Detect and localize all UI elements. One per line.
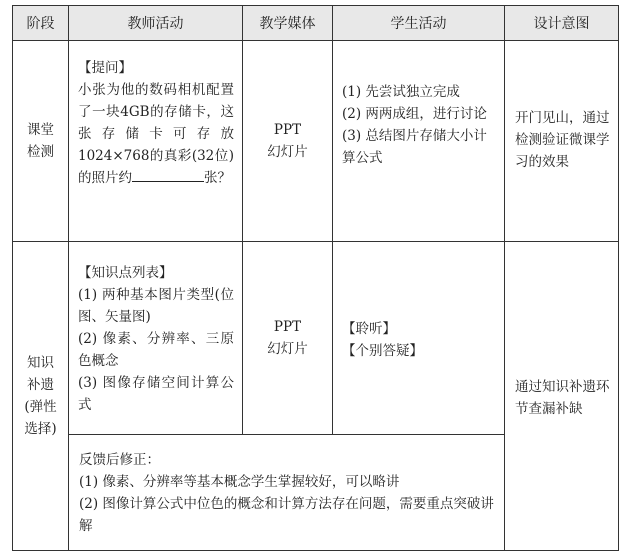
row1-student: [332, 40, 505, 242]
header-media: 教学媒体: [242, 5, 333, 41]
row2-teacher-item: (1) 两种基本图片类型(位图、矢量图): [78, 287, 234, 325]
row2-stage: [12, 241, 69, 551]
row2-design-text: 通过知识补遗环节查漏补缺: [515, 379, 610, 417]
header-stage: 阶段: [12, 5, 69, 41]
row2-teacher: [68, 241, 243, 435]
row1-stage-line: 课堂: [27, 122, 54, 138]
row2-teacher-item: (3) 图像存储空间计算公式: [78, 375, 234, 413]
row2-stage-line: 选择): [24, 421, 57, 437]
header-design: 设计意图: [504, 5, 619, 41]
row2-feedback-item: (2) 图像计算公式中位色的概念和计算方法存在问题，需要重点突破讲解: [79, 496, 494, 534]
row1-design: [504, 40, 619, 242]
row1-teacher-text-a: 小张为他的数码相机配置了一块4GB的存储卡，这张存储卡可存放1024×768的真彩(32位)的照片约: [78, 82, 234, 186]
row2-feedback-item: (1) 像素、分辨率等基本概念学生掌握较好，可以略讲: [79, 474, 400, 490]
row1-teacher: [68, 40, 243, 242]
row2-design: [504, 241, 619, 551]
row1-media-line: 幻灯片: [267, 144, 308, 160]
row2-media-line: 幻灯片: [267, 341, 308, 357]
row1-teacher-title: 【提问】: [78, 60, 132, 76]
row2-stage-line: (弹性: [24, 399, 57, 415]
row2-feedback-title: 反馈后修正：: [79, 452, 160, 468]
row1-media-line: PPT: [273, 122, 302, 138]
row1-design-text: 开门见山，通过检测验证微课学习的效果: [515, 110, 610, 170]
row2-teacher-item: (2) 像素、分辨率、三原色概念: [78, 331, 234, 369]
header-teacher: 教师活动: [68, 5, 243, 41]
row1-student-item: (2) 两两成组，进行讨论: [342, 106, 487, 122]
row2-media-line: PPT: [273, 319, 302, 335]
row2-stage-line: 知识: [27, 355, 54, 371]
row1-student-item: (3) 总结图片存储大小计算公式: [342, 128, 487, 166]
row2-stage-line: 补遗: [27, 377, 54, 393]
row1-teacher-text-b: 张？: [204, 170, 231, 186]
header-student: 学生活动: [332, 5, 505, 41]
row2-student-item: 【个别答疑】: [342, 343, 423, 359]
row2-teacher-title: 【知识点列表】: [78, 265, 173, 281]
row1-stage-line: 检测: [27, 144, 54, 160]
row2-feedback: [68, 434, 505, 551]
row2-student: [332, 241, 505, 435]
answer-blank: [132, 167, 168, 182]
row1-student-item: (1) 先尝试独立完成: [342, 84, 460, 100]
answer-blank: [168, 167, 204, 182]
row1-stage: [12, 40, 69, 242]
row1-media: [242, 40, 333, 242]
row2-student-item: 【聆听】: [342, 321, 396, 337]
lesson-plan-table: [12, 5, 619, 551]
row2-media: [242, 241, 333, 435]
